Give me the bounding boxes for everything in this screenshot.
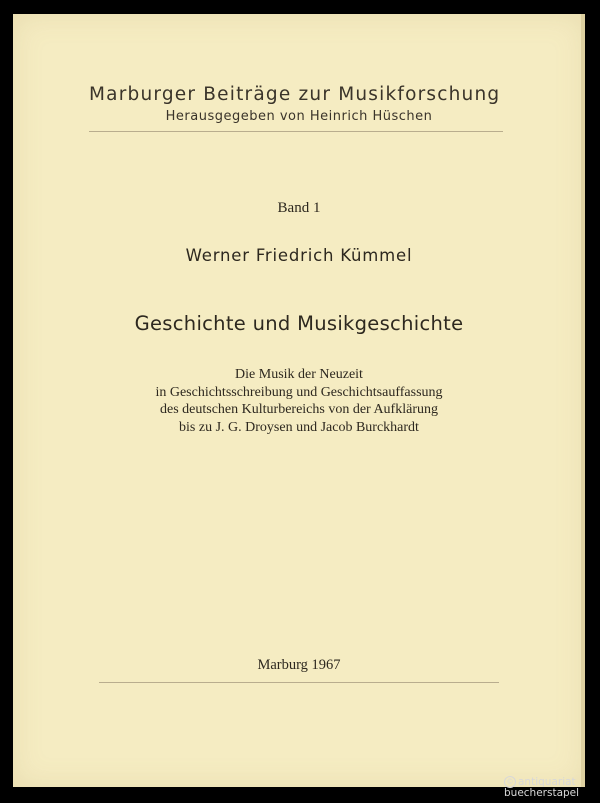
publication-place-year: Marburg 1967 xyxy=(257,657,341,673)
subtitle-line: bis zu J. G. Droysen und Jacob Burckhardt xyxy=(179,419,419,435)
subtitle-line: des deutschen Kulturbereichs von der Aufklärung xyxy=(160,402,438,417)
subtitle-line: in Geschichtsschreibung und Geschichtsauffassung xyxy=(155,384,443,400)
editor-line: Herausgegeben von Heinrich Hüschen xyxy=(165,109,433,124)
watermark xyxy=(504,776,596,799)
book-cover xyxy=(13,14,585,787)
volume-number: Band 1 xyxy=(277,200,321,216)
series-title: Marburger Beiträge zur Musikforschung xyxy=(89,84,501,105)
copyright-icon: © xyxy=(504,776,516,788)
author-name: Werner Friedrich Kümmel xyxy=(185,246,413,265)
bottom-divider xyxy=(99,682,499,683)
watermark-line-1: antiquariat xyxy=(518,776,576,788)
watermark-line-2: buecherstapel xyxy=(504,787,580,799)
subtitle-block xyxy=(13,366,585,436)
book-title: Geschichte und Musikgeschichte xyxy=(134,312,464,335)
subtitle-line: Die Musik der Neuzeit xyxy=(235,367,363,382)
top-divider xyxy=(89,131,503,132)
